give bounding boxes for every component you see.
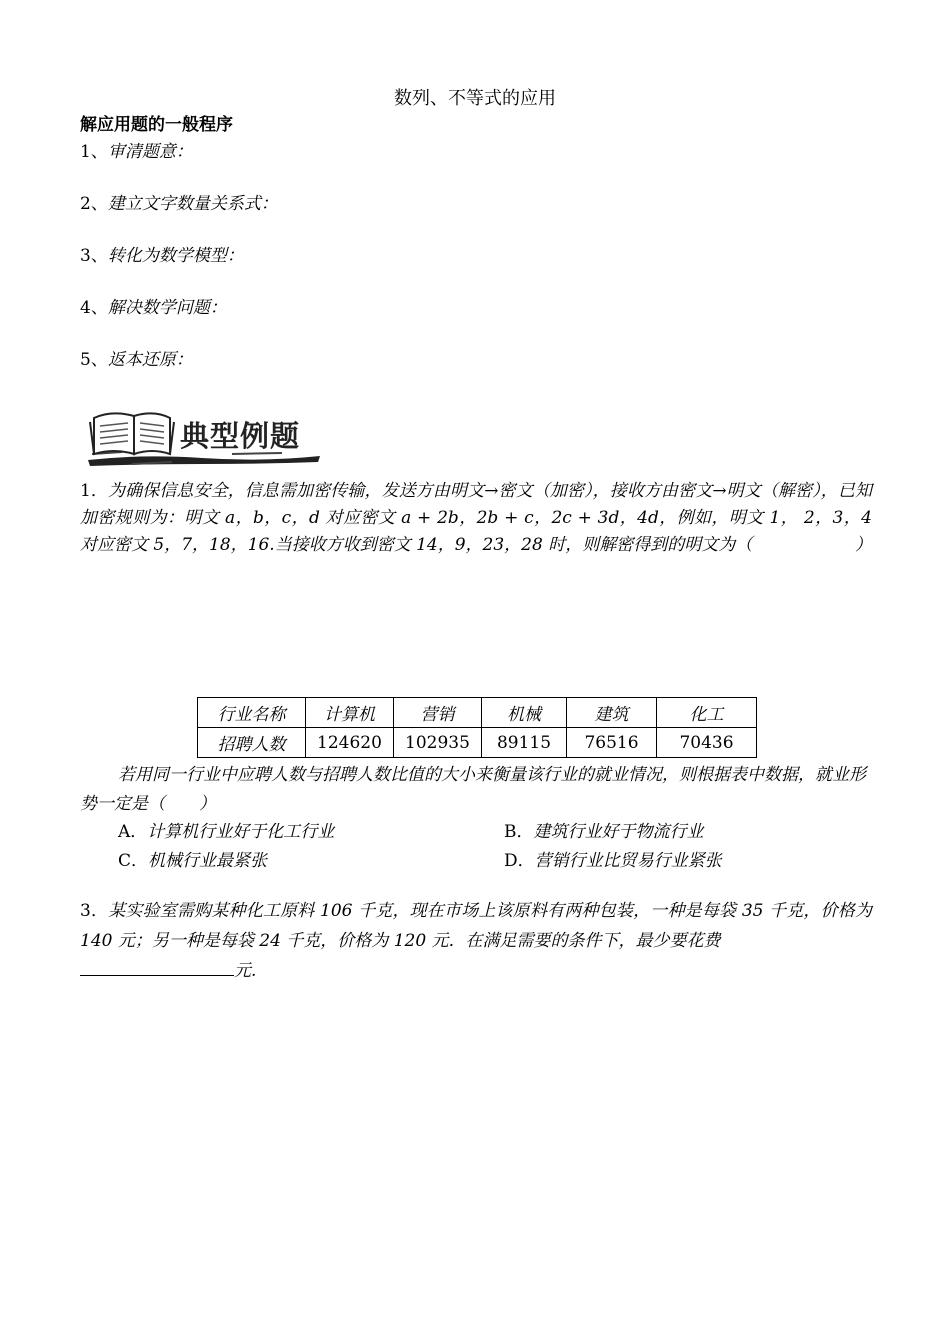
option-text: 建筑行业好于物流行业 — [533, 822, 704, 842]
question-number: 3． — [80, 901, 109, 921]
option-a — [118, 817, 334, 842]
step-text: 建立文字数量关系式： — [107, 194, 278, 214]
question-number: 1． — [80, 481, 109, 501]
option-letter: B． — [504, 822, 534, 842]
table-row — [198, 698, 757, 728]
step-text: 返本还原： — [107, 350, 193, 370]
table-cell: 行业名称 — [198, 698, 306, 728]
table-cell: 机械 — [482, 698, 567, 728]
step-number: 4、 — [80, 298, 108, 318]
option-text: 机械行业最紧张 — [148, 851, 268, 871]
step-number: 2、 — [80, 194, 108, 214]
question-1 — [80, 478, 872, 559]
table-cell: 计算机 — [306, 698, 394, 728]
step-4 — [80, 293, 227, 318]
table-cell: 营销 — [394, 698, 482, 728]
typical-examples-banner — [82, 404, 322, 470]
step-number: 3、 — [80, 246, 108, 266]
question-3 — [80, 896, 872, 986]
step-3 — [80, 241, 244, 266]
question-2: 若用同一行业中应聘人数与招聘人数比值的大小来衡量该行业的就业情况，则根据表中数据，就业形势一定是（ ） — [80, 765, 866, 814]
table-cell: 化工 — [657, 698, 757, 728]
option-letter: C． — [118, 851, 149, 871]
question-suffix: 元. — [234, 961, 257, 981]
table-row — [198, 728, 757, 758]
page-title: 数列、不等式的应用 — [394, 88, 556, 109]
step-5 — [80, 345, 193, 370]
step-2 — [80, 189, 278, 214]
table-cell: 89115 — [482, 728, 567, 758]
option-d — [504, 846, 722, 871]
table-cell: 建筑 — [567, 698, 657, 728]
question-text: 为确保信息安全，信息需加密传输，发送方由明文→密文（加密），接收方由密文→明文（解密），已知加密规则为：明文 a，b，c，d 对应密文 a + 2b，2b + c，2c + 3d，4d，例如，明文 1， 2，3，4 对应密文 5，7，18，16.当接收方收到密文 14，9，23，28 时，则解密得到的明文为（ — [80, 481, 872, 555]
option-letter: A． — [118, 822, 148, 842]
option-letter: D． — [504, 851, 535, 871]
answer-blank[interactable] — [80, 957, 234, 976]
step-text: 转化为数学模型： — [107, 246, 244, 266]
table-cell: 70436 — [657, 728, 757, 758]
table-cell: 76516 — [567, 728, 657, 758]
table-cell: 124620 — [306, 728, 394, 758]
step-text: 审清题意： — [107, 142, 193, 162]
table-cell: 102935 — [394, 728, 482, 758]
answer-paren-close: ） — [855, 535, 872, 555]
step-text: 解决数学问题： — [107, 298, 227, 318]
section-heading: 解应用题的一般程序 — [80, 115, 233, 135]
option-b — [504, 817, 704, 842]
option-text: 营销行业比贸易行业紧张 — [534, 851, 722, 871]
option-text: 计算机行业好于化工行业 — [147, 822, 335, 842]
step-number: 5、 — [80, 350, 108, 370]
step-1 — [80, 137, 193, 162]
step-number: 1、 — [80, 142, 108, 162]
option-c — [118, 846, 267, 871]
banner-label: 典型例题 — [180, 419, 301, 453]
table-cell: 招聘人数 — [198, 728, 306, 758]
question-text: 某实验室需购某种化工原料 106 千克，现在市场上该原料有两种包装，一种是每袋 35 千克，价格为 140 元；另一种是每袋 24 千克，价格为 120 元．在满足需要的条件下，最少要花费 — [80, 901, 872, 951]
recruitment-table — [197, 697, 757, 758]
